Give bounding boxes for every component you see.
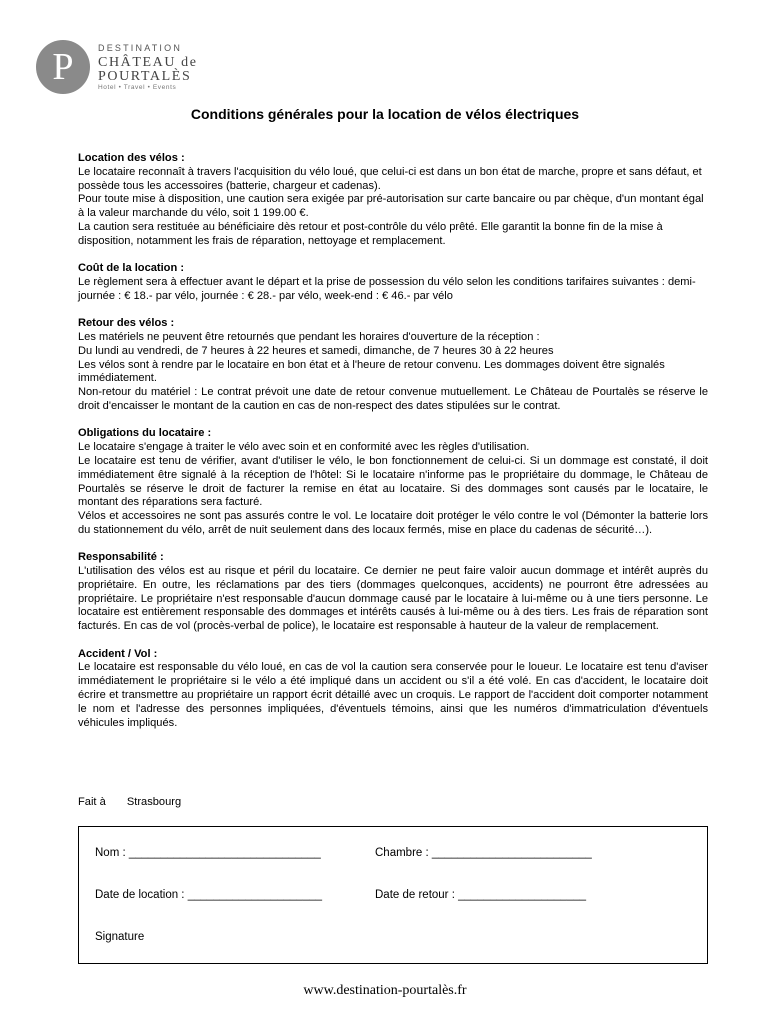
- document-title: Conditions générales pour la location de vélos électriques: [190, 106, 580, 122]
- document-body: [78, 152, 708, 744]
- section-heading: Obligations du locataire :: [78, 427, 212, 440]
- section-heading: Retour des vélos :: [78, 317, 175, 330]
- rental-form-box: [78, 826, 708, 964]
- signature-field[interactable]: Signature: [95, 931, 145, 943]
- section-accident: [78, 648, 708, 731]
- section-cout: [78, 262, 708, 303]
- paragraph: Le locataire est responsable du vélo loué, en cas de vol la caution sera conservée pour le loueur. Le locataire est tenu d'aviser immédiatement le propriétaire si le vélo a été impliqué dans un accident ou s'il a été volé. En cas d'accident, le locataire doit écrire et transmettre au propriétaire un rapport écrit détaillé avec un croquis. Le rapport de l'accident doit comporter notamment le nom et l'adresse des personnes impliquées, d'éventuels témoins, ainsi que les numéros d'immatriculation d'éventuels véhicules impliqués.: [78, 661, 708, 729]
- paragraph: Vélos et accessoires ne sont pas assurés contre le vol. Le locataire doit protéger le vélo contre le vol (Démonter la batterie lors du stationnement du vélo, arrêt de nuit seulement dans des locaux fermés, mise en place du cadenas de sécurité…).: [78, 510, 708, 536]
- section-heading: Coût de la location :: [78, 262, 185, 275]
- section-retour: [78, 317, 708, 414]
- nom-field[interactable]: Nom : ______________________________: [95, 847, 321, 859]
- paragraph: Le règlement sera à effectuer avant le départ et la prise de possession du vélo selon les conditions tarifaires suivantes : demi-journée : € 18.- par vélo, journée : € 28.- par vélo, week-end : € 46.- par vélo: [78, 275, 696, 302]
- logo-line-pourtales: POURTALÈS: [98, 69, 192, 84]
- section-location: [78, 152, 708, 249]
- fait-a-line: [78, 796, 181, 808]
- paragraph: Les matériels ne peuvent être retournés que pendant les horaires d'ouverture de la réception :: [78, 330, 540, 343]
- logo-tagline: Hotel • Travel • Events: [98, 84, 177, 91]
- section-responsabilite: [78, 551, 708, 634]
- paragraph: Pour toute mise à disposition, une caution sera exigée par pré-autorisation sur carte bancaire ou par chèque, d'un montant égal à la valeur marchande du vélo, soit 1 199.00 €.: [78, 193, 704, 220]
- paragraph: Le locataire est tenu de vérifier, avant d'utiliser le vélo, le bon fonctionnement de celui-ci. Si un dommage est constaté, il doit immédiatement être signalé à la réception de l'hôtel: Si le locataire n'informe pas le propriétaire du dommage, le Château de Pourtalès se réserve le droit de facturer la remise en état au locataire. Si des dommages sont causés par le locataire, le montant des réparations sera facturé.: [78, 454, 708, 509]
- fait-a-city: Strasbourg: [126, 796, 182, 808]
- date-location-field[interactable]: Date de location : _____________________: [95, 889, 323, 901]
- paragraph: Le locataire s'engage à traiter le vélo avec soin et en conformité avec les règles d'utilisation.: [78, 441, 530, 454]
- paragraph: L'utilisation des vélos est au risque et péril du locataire. Ce dernier ne peut faire valoir aucun dommage et intérêt auprès du propriétaire. En outre, les réclamations par des tiers (dommages quelconques, accidents) ne pourront être adressées au propriétaire. Le propriétaire n'est responsable d'aucun dommage causé par le locataire à lui-même ou à une tiers personne. Le locataire est entièrement responsable des dommages et intérêts causés à lui-même ou à des tiers. Les frais de réparation sont facturés. En cas de vol (procès-verbal de police), le locataire est responsable à hauteur de la valeur de remplacement.: [78, 565, 708, 633]
- paragraph: Les vélos sont à rendre par le locataire en bon état et à l'heure de retour convenu. Les dommages doivent être signalés immédiatement.: [78, 358, 665, 385]
- fait-a-label: Fait à: [78, 796, 106, 808]
- section-heading: Accident / Vol :: [78, 647, 158, 660]
- paragraph: La caution sera restituée au bénéficiaire dès retour et post-contrôle du vélo prêté. Elle garantit la bonne fin de la mise à disposition, notamment les frais de réparation, nettoyage et remplacement.: [78, 220, 663, 247]
- logo-line-chateau: CHÂTEAU de: [98, 55, 198, 70]
- paragraph: Le locataire reconnaît à travers l'acquisition du vélo loué, que celui-ci est dans un bon état de marche, propre et sans défaut, et possède tous les accessoires (batterie, chargeur et cadenas).: [78, 165, 702, 192]
- section-heading: Location des vélos :: [78, 152, 185, 164]
- logo-line-destination: DESTINATION: [98, 43, 183, 53]
- date-retour-field[interactable]: Date de retour : ____________________: [375, 889, 587, 901]
- logo: [36, 38, 206, 96]
- paragraph: Du lundi au vendredi, de 7 heures à 22 heures et samedi, dimanche, de 7 heures 30 à 22 heures: [78, 344, 554, 357]
- section-obligations: [78, 427, 708, 537]
- paragraph: Non-retour du matériel : Le contrat prévoit une date de retour convenue mutuellement. Le Château de Pourtalès se réserve le droit d'encaisser le montant de la caution en cas de non-respect des dates stipulées sur le contrat.: [78, 386, 708, 412]
- chambre-field[interactable]: Chambre : _________________________: [375, 847, 592, 859]
- logo-monogram: P: [52, 46, 74, 88]
- footer-website-link[interactable]: www.destination-pourtalès.fr: [303, 983, 467, 998]
- section-heading: Responsabilité :: [78, 551, 164, 564]
